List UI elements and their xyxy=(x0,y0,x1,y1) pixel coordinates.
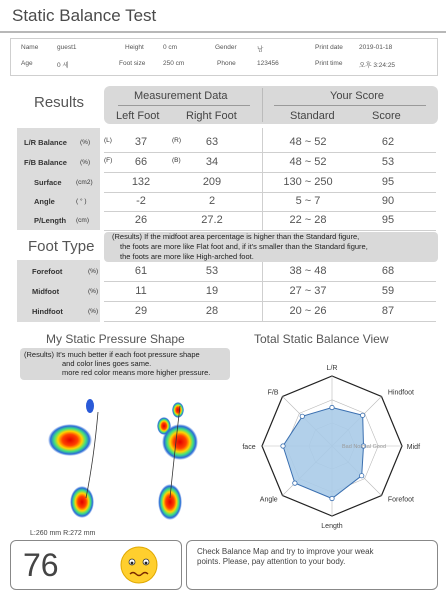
results-right-value: 63 xyxy=(205,136,219,148)
results-row-label: P/Length xyxy=(34,216,67,225)
left-heel-pressure xyxy=(70,486,94,518)
results-score-value: 62 xyxy=(381,136,395,148)
name-label: Name xyxy=(21,44,39,51)
pressure-map xyxy=(30,398,230,538)
results-row-unit: (cm2) xyxy=(76,179,93,186)
radar-data-point xyxy=(330,496,334,500)
foottype-note-line-2: the foots are more like Flat foot and, if it's smaller than the Standard figure, xyxy=(120,242,368,251)
age-label: Age xyxy=(21,60,33,67)
left-toe-mark xyxy=(86,399,94,413)
score-header: Your Score xyxy=(330,90,385,102)
results-row-unit: (%) xyxy=(80,159,91,166)
results-score-value: 53 xyxy=(381,156,395,168)
radar-axis-label: face xyxy=(242,444,256,451)
foottype-row-unit: (%) xyxy=(88,308,99,315)
right-heel-pressure xyxy=(158,484,182,520)
results-row-unit: ( ° ) xyxy=(76,198,87,205)
foottype-right-value: 28 xyxy=(205,305,219,317)
foottype-standard-value: 20 ~ 26 xyxy=(289,305,327,317)
foottype-standard-value: 27 ~ 37 xyxy=(289,285,327,297)
pressure-note-box xyxy=(20,348,230,380)
foottype-note-box xyxy=(104,232,438,262)
radar-data-point xyxy=(330,405,334,409)
foottype-row-divider xyxy=(104,281,436,282)
left-axis-line xyxy=(86,412,98,498)
phone-value: 123456 xyxy=(257,60,279,67)
balance-radar-chart xyxy=(228,352,440,532)
right-foot-shape xyxy=(157,402,198,520)
foottype-right-value: 53 xyxy=(205,265,219,277)
radar-axis-label: Length xyxy=(321,523,343,530)
results-right-mark: (R) xyxy=(172,137,182,144)
results-left-value: 132 xyxy=(131,176,151,188)
radar-data-point xyxy=(300,414,304,418)
foottype-score-value: 59 xyxy=(381,285,395,297)
foottype-divider xyxy=(262,262,263,322)
results-left-mark: (F) xyxy=(104,157,113,164)
results-right-mark: (B) xyxy=(172,157,181,164)
col-standard: Standard xyxy=(290,110,335,122)
results-left-value: 37 xyxy=(134,136,148,148)
printdate-value: 2019-01-18 xyxy=(359,44,393,51)
results-standard-value: 48 ~ 52 xyxy=(289,136,327,148)
results-row-divider xyxy=(104,172,436,173)
foottype-standard-value: 38 ~ 48 xyxy=(289,265,327,277)
total-score: 76 xyxy=(23,547,59,583)
results-right-value: 2 xyxy=(208,195,216,207)
foottype-score-value: 87 xyxy=(381,305,395,317)
height-value: 0 cm xyxy=(163,44,178,51)
results-standard-value: 22 ~ 28 xyxy=(289,214,327,226)
results-row-label: Surface xyxy=(34,178,62,187)
foottype-title: Foot Type xyxy=(28,238,95,255)
pressure-caption: L:260 mm R:272 mm xyxy=(30,530,96,537)
foottype-row-unit: (%) xyxy=(88,288,99,295)
results-score-value: 95 xyxy=(381,214,395,226)
age-value: 0 세 xyxy=(57,62,69,69)
phone-label: Phone xyxy=(217,60,236,67)
foottype-row-label: Midfoot xyxy=(32,287,60,296)
results-left-mark: (L) xyxy=(104,137,112,144)
right-toe-pressure xyxy=(172,402,184,418)
results-row-divider xyxy=(104,211,436,212)
results-right-value: 34 xyxy=(205,156,219,168)
pressure-note-line-1: (Results) It's much better if each foot pressure shape xyxy=(24,350,200,359)
results-left-value: 26 xyxy=(134,214,148,226)
radar-axis-label: Forefoot xyxy=(387,496,414,504)
results-row-label: F/B Balance xyxy=(24,158,67,167)
left-foot-shape xyxy=(48,399,98,518)
page-title: Static Balance Test xyxy=(12,6,157,25)
radar-data-point xyxy=(281,444,285,448)
results-standard-value: 5 ~ 7 xyxy=(295,195,321,207)
printtime-value: 오후 3:24:25 xyxy=(359,62,396,69)
pressure-title: My Static Pressure Shape xyxy=(46,332,185,346)
col-left-foot: Left Foot xyxy=(116,110,160,122)
message-box xyxy=(186,540,438,590)
foottype-row-label: Forefoot xyxy=(32,267,63,276)
results-right-value: 27.2 xyxy=(201,214,223,226)
foottype-left-value: 61 xyxy=(134,265,148,277)
results-row-label: L/R Balance xyxy=(24,138,67,147)
radar-axis-label: Hindfoot xyxy=(387,389,414,397)
gender-value: 남 xyxy=(257,46,264,53)
radar-axis-label: F/B xyxy=(267,389,279,397)
foottype-row-divider xyxy=(104,301,436,302)
foottype-row-unit: (%) xyxy=(88,268,99,275)
foottype-score-value: 68 xyxy=(381,265,395,277)
score-box xyxy=(10,540,182,590)
col-right-foot: Right Foot xyxy=(186,110,237,122)
title-divider xyxy=(0,31,446,33)
message-line-2: points. Please, pay attention to your body. xyxy=(197,557,346,566)
printdate-label: Print date xyxy=(315,44,343,51)
foottype-left-value: 11 xyxy=(135,285,147,297)
right-forefoot-pressure xyxy=(162,424,198,460)
foottype-note-line-3: the foots are more like High-arched foot. xyxy=(120,252,254,261)
score-underline xyxy=(274,105,426,106)
col-score: Score xyxy=(372,110,401,122)
results-row-divider xyxy=(104,192,436,193)
gender-label: Gender xyxy=(215,44,237,51)
results-left-value: -2 xyxy=(136,195,146,207)
results-right-value: 209 xyxy=(202,176,222,188)
radar-legend: Bad Normal Good xyxy=(342,444,387,450)
worried-face-icon xyxy=(119,545,159,585)
foottype-right-value: 19 xyxy=(205,285,219,297)
message-line-1: Check Balance Map and try to improve your weak xyxy=(197,547,374,556)
results-title: Results xyxy=(34,94,85,111)
results-standard-value: 130 ~ 250 xyxy=(283,176,333,188)
footsize-label: Foot size xyxy=(119,60,146,67)
foottype-row-divider xyxy=(104,321,436,322)
results-row-unit: (%) xyxy=(80,139,91,146)
header-divider xyxy=(262,88,263,122)
results-row-divider xyxy=(104,230,436,231)
measurement-underline xyxy=(118,105,250,106)
info-panel xyxy=(10,38,438,76)
results-row-label: Angle xyxy=(34,197,55,206)
height-label: Height xyxy=(125,44,144,51)
foottype-left-value: 29 xyxy=(134,305,148,317)
pressure-note-line-2: and color lines goes same. xyxy=(62,359,152,368)
foottype-note-line-1: (Results) If the midfoot area percentage is higher than the Standard figure, xyxy=(112,232,360,241)
radar-axis-label: L/R xyxy=(326,365,338,372)
foottype-row-label: Hindfoot xyxy=(32,307,63,316)
balance-view-title: Total Static Balance View xyxy=(254,332,389,346)
radar-data-point xyxy=(293,481,297,485)
radar-data-point xyxy=(359,473,363,477)
name-value: guest1 xyxy=(57,44,77,51)
radar-axis-label: Midf xyxy=(406,444,421,451)
pressure-note-line-3: more red color means more higher pressure. xyxy=(62,368,211,377)
footsize-value: 250 cm xyxy=(163,60,185,67)
measurement-header: Measurement Data xyxy=(134,90,228,102)
printtime-label: Print time xyxy=(315,60,343,67)
results-score-value: 95 xyxy=(381,176,395,188)
results-row-divider xyxy=(104,152,436,153)
results-divider xyxy=(262,128,263,230)
results-standard-value: 48 ~ 52 xyxy=(289,156,327,168)
results-row-unit: (cm) xyxy=(76,217,89,224)
radar-data-point xyxy=(360,413,364,417)
radar-axis-label: Angle xyxy=(259,496,278,504)
results-score-value: 90 xyxy=(381,195,395,207)
left-forefoot-pressure xyxy=(48,424,92,456)
results-left-value: 66 xyxy=(134,156,148,168)
